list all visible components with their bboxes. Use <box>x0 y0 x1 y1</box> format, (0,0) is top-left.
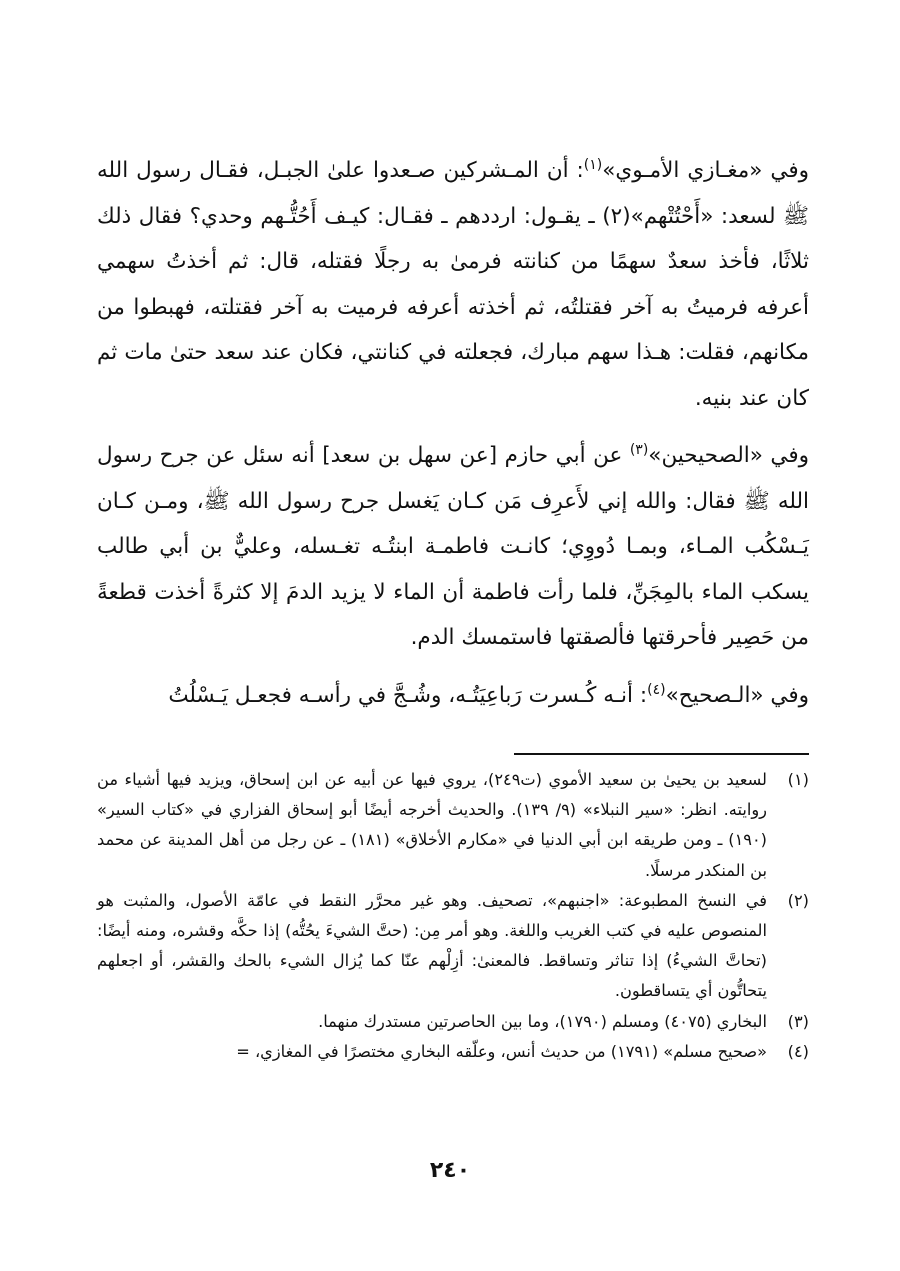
footnote-marker-3: (٣) <box>629 441 649 458</box>
footnote-divider <box>514 753 809 755</box>
footnotes-section <box>97 765 809 1067</box>
footnote-text: في النسخ المطبوعة: «اجنبهم»، تصحيف. وهو غير محرَّر النقط في عامّة الأصول، والمثبت هو المنصوص عليه في كتب الغريب واللغة. وهو أمر مِن: (حتَّ الشيءَ يحُتُّه) إذا حكَّه وقشره، ومنه أيضًا: (تحاتَّ الشيءُ) إذا تناثر وتساقط. فالمعنىٰ: أزِلْهم عنّا كما يُزال الشيء بالحك والقشر، أو اجعلهم يتحاتُّون أي يتساقطون. <box>97 890 767 1001</box>
paragraph-text-start: وفي «الصحيحين» <box>648 443 809 468</box>
footnote-text: البخاري (٤٠٧٥) ومسلم (١٧٩٠)، وما بين الحاصرتين مستدرك منهما. <box>318 1011 767 1031</box>
paragraph-2 <box>97 433 809 661</box>
paragraph-text-start: وفي «الـصحيح» <box>665 682 809 708</box>
paragraph-text-rest: : أنـه كُـسرت رَباعِيَتُـه، وشُـجَّ في رأسـه فجعـل يَـسْلُتُ <box>168 682 648 708</box>
footnote <box>97 886 809 1007</box>
paragraph-text-start: وفي «مغـازي الأمـوي» <box>602 158 809 183</box>
paragraph-3 <box>97 673 809 719</box>
footnote <box>97 1037 809 1067</box>
footnote <box>97 1007 809 1037</box>
paragraph-1 <box>97 148 809 421</box>
footnote-number: (٣) <box>787 1011 809 1031</box>
footnote-marker-1: (١) <box>583 156 603 173</box>
footnote-number: (١) <box>787 770 809 789</box>
paragraph-text-rest: : أن المـشركين صـعدوا علىٰ الجبـل، فقـال رسول الله ﷺ لسعد: «أَحْتُتْهم»(٢) ـ يقـول: اردده‍م ـ فقـال: كيـف أَحُتُّـهم وحدي؟ فقال ذلك ثلاثًا، فأخذ سعدٌ سهمًا من كنانته فرمىٰ به رجلًا فقتله، قال: ثم أخذتُ سهمي أعرفه فرميتُ به آخر فقتلتُه، ثم أخذته أعرفه فرميت به آخر فقتلته، فهبطوا من مكانهم، فقلت: هـذا سهم مبارك، فجعلته في كنانتي، فكان عند سعد حتىٰ مات ثم كان عند بنيه. <box>97 158 809 411</box>
footnote-number: (٤) <box>787 1041 809 1061</box>
footnote-text: لسعيد بن يحيىٰ بن سعيد الأموي (ت٢٤٩)، يروي فيها عن أبيه عن ابن إسحاق، ويزيد فيها أشياء من روايته. انظر: «سير النبلاء» (٩/ ١٣٩). والحديث أخرجه أيضًا أبو إسحاق الفزاري في «كتاب السير» (١٩٠) ـ ومن طريقه ابن أبي الدنيا في «مكارم الأخلاق» (١٨١) ـ عن رجل من أهل المدينة عن محمد بن المنكدر مرسلًا. <box>97 770 767 880</box>
paragraph-text-rest: عن أبي حازم [عن سهل بن سعد] أنه سئل عن جرح رسول الله ﷺ فقال: والله إني لأَعرِف مَن كـان يَغسل جرح رسول الله ﷺ، ومـن كـان يَـسْكُب المـاء، وبمـا دُووِي؛ كانـت فاطمـة ابنتُـه تغـسله، وعليٌّ بن أبي طالب يسكب الماء بالمِجَنِّ، فلما رأت فاطمة أن الماء لا يزيد الدمَ إلا كثرةً أخذت قطعةً من حَصِير فأحرقتها فألصقتها فاستمسك الدم. <box>97 443 809 650</box>
main-text <box>97 148 809 718</box>
footnote-text: «صحيح مسلم» (١٧٩١) من حديث أنس، وعلّقه البخاري مختصرًا في المغازي، = <box>236 1041 767 1061</box>
footnote-number: (٢) <box>787 890 809 910</box>
footnote <box>97 765 809 886</box>
footnote-marker-4: (٤) <box>647 681 666 698</box>
page-number: ٢٤٠ <box>429 1158 471 1183</box>
